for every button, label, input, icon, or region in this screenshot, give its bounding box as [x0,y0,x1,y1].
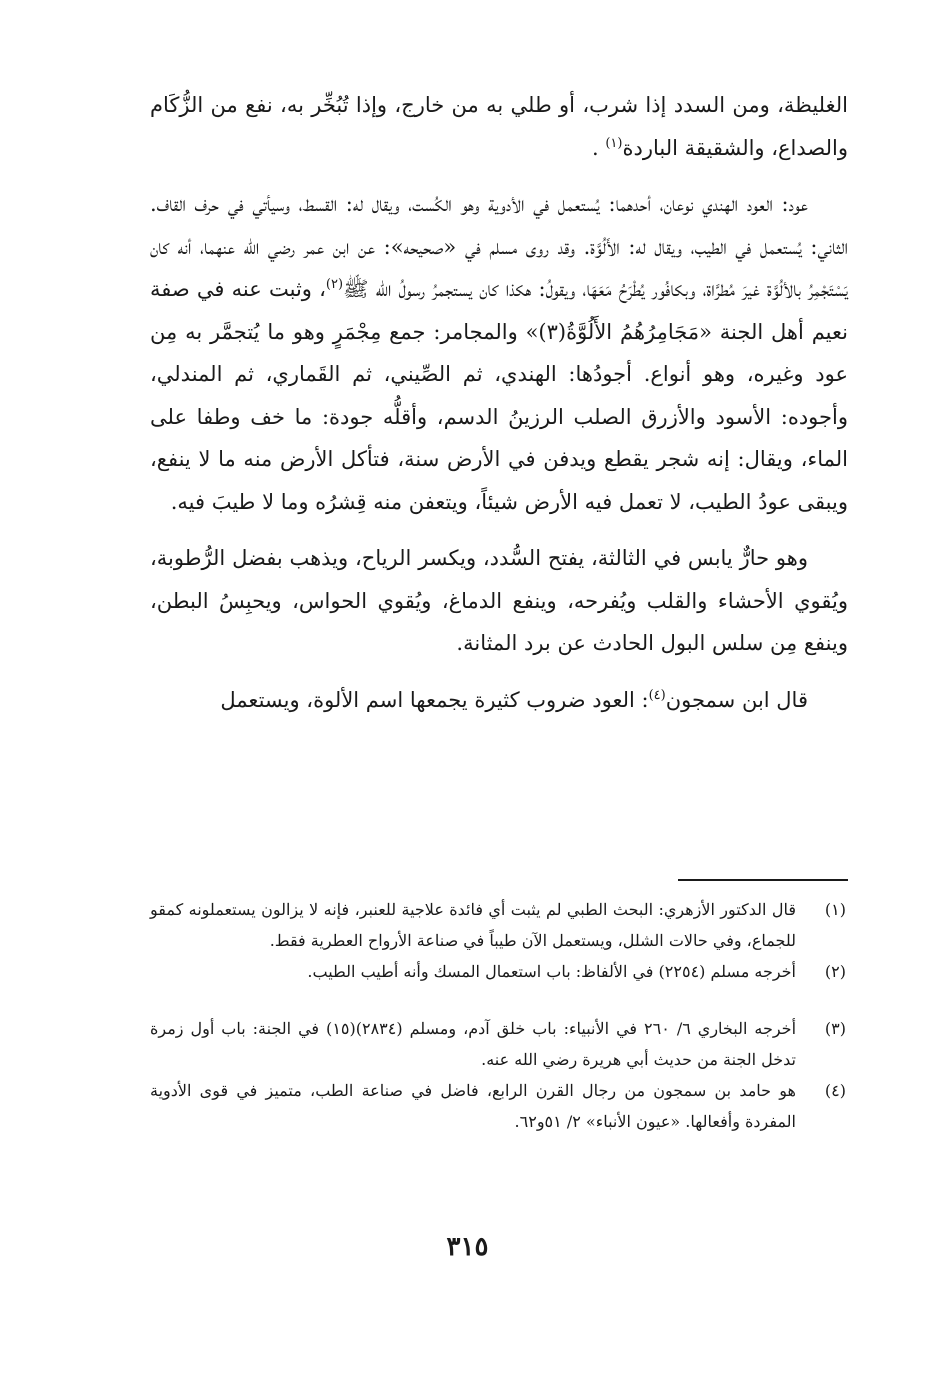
paragraph-1 [150,84,848,169]
footnote-3-text: أخرجه البخاري ٦/ ٢٦٠ في الأنبياء: باب خلق آدم، ومسلم (٢٨٣٤)(١٥) في الجنة: باب أول زمرة تدخل الجنة من حديث أبي هريرة رضي الله عنه. [150,1019,797,1069]
footnote-1-number: (١) [824,900,846,919]
paragraph-2-text: عود: العود الهندي نوعان، أحدهما: يُستعمل في الأدوية وهو الكُست، ويقال له: القسط، وسيأتي في حرف القاف. الثاني: يُستعمل في الطيب، ويقال له: الأَلُوَّة. وقد روى مسلم في «صحيحه»: عن ابن عمر رضي الله عنهما، أنه كان يَسْتَجْمِرُ بالألُوَّة غيرَ مُطرَّاة، وبكافُور يُطْرَحُ مَعَهَا، ويقولُ: هكذا كان يستجمرُ رسولُ الله ﷺ [150,192,848,301]
footnote-3 [150,1013,848,1075]
footnote-2-text: أخرجه مسلم (٢٢٥٤) في الألفاظ: باب استعمال المسك وأنه أطيب الطيب. [307,962,796,981]
paragraph-2 [150,183,848,523]
footnote-1 [150,894,848,956]
paragraph-1-text: الغليظة، ومن السدد إذا شرب، أو طلي به من خارج، وإذا تُبُخِّر به، نفع من الزُّكَام والصداع، والشقيقة الباردة [150,93,848,160]
footnote-2 [150,956,848,987]
footnote-spacer [150,987,848,1013]
footnote-4 [150,1075,848,1137]
footnote-4-number: (٤) [824,1081,846,1100]
page-number: ٣١٥ [446,1232,489,1262]
footnotes [150,894,848,1137]
footnote-1-text: قال الدكتور الأزهري: البحث الطبي لم يثبت أي فائدة علاجية للعنبر، فإنه لا يزالون يستعملونه كمقو للجماع، وفي حالات الشلل، ويستعمل الآن طيباً في صناعة الأرواح العطرية فقط. [150,900,796,950]
footnote-ref-4: (٤) [648,687,666,703]
footnote-ref-1: (١) [605,135,623,151]
paragraph-2-tail: ، وثبت عنه في صفة نعيم أهل الجنة «مَجَامِرُهُمُ الأَلُوَّةُ(٣)» والمجامر: جمع مِجْمَرٍ وهو ما يُتجمَّر به مِن عود وغيره، وهو أنواع. أجودُها: الهندي، ثم الصِّيني، ثم القَماري، ثم المندلي، وأجوده: الأسود والأزرق الصلب الرزينُ الدسم، وأقلُّه جودة: ما خف وطفا على الماء، ويقال: إنه شجر يقطع ويدفن في الأرض سنة، فتأكل الأرض منه ما لا ينفع، ويبقى عودُ الطيب، لا تعمل فيه الأرض شيئاً، ويتعفن منه قِشرُه وما لا طيبَ فيه. [150,277,848,514]
footnote-2-number: (٢) [824,962,846,981]
paragraph-3 [150,537,848,665]
footnote-3-number: (٣) [824,1019,846,1038]
footnote-4-text: هو حامد بن سمجون من رجال القرن الرابع، فاضل في صناعة الطب، متميز في قوى الأدوية المفردة وأفعالها. «عيون الأنباء» ٢/ ٥١و٦٢. [150,1081,796,1131]
footnote-divider [678,879,848,881]
footnote-ref-2: (٢) [325,277,344,292]
paragraph-4-tail: : العود ضروب كثيرة يجمعها اسم الألوة، ويستعمل [220,687,649,712]
main-text [150,84,848,721]
paragraph-4 [150,679,848,722]
paragraph-1-tail: . [591,135,606,160]
paragraph-3-text: وهو حارٌّ يابس في الثالثة، يفتح السُّدد، ويكسر الرياح، ويذهب بفضل الرُّطوبة، ويُقوي الأحشاء والقلب ويُفرحه، وينفع الدماغ، ويُقوي الحواس، ويحبِسُ البطن، وينفع مِن سلس البول الحادث عن برد المثانة. [150,546,848,655]
paragraph-4-text: قال ابن سمجون [665,687,808,712]
